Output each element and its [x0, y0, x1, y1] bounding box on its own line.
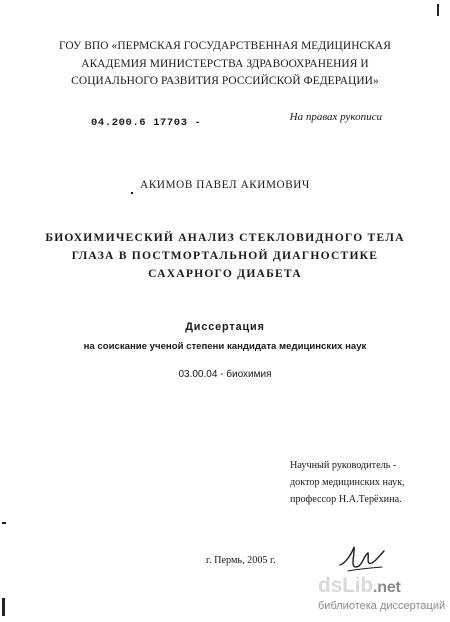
dslib-watermark [318, 575, 445, 612]
registration-number: 04.200.6 17703 - [91, 117, 202, 129]
watermark-logo-main: dsLib [318, 574, 373, 597]
institution-header [0, 38, 450, 91]
scan-dot [131, 192, 133, 194]
scan-mark-left [2, 522, 6, 524]
advisor-line-2: доктор медицинских наук, [290, 477, 405, 488]
watermark-logo-tld: .net [373, 579, 401, 596]
advisor-line-1: Научный руководитель - [290, 460, 397, 471]
title-line-2: ГЛАЗА В ПОСТМОРТАЛЬНОЙ ДИАГНОСТИКЕ [71, 249, 379, 262]
handwritten-signature [338, 541, 388, 577]
dissertation-title [0, 229, 450, 283]
degree-line: на соискание ученой степени кандидата медицинских наук [83, 341, 367, 352]
institution-line-2: АКАДЕМИЯ МИНИСТЕРСТВА ЗДРАВООХРАНЕНИЯ И [81, 57, 369, 70]
place-year: г. Пермь, 2005 г. [206, 555, 276, 566]
manuscript-rights-note: На правах рукописи [289, 111, 382, 123]
advisor-line-3: профессор Н.А.Терёхина. [290, 494, 402, 505]
title-line-1: БИОХИМИЧЕСКИЙ АНАЛИЗ СТЕКЛОВИДНОГО ТЕЛА [45, 231, 405, 244]
institution-line-3: СОЦИАЛЬНОГО РАЗВИТИЯ РОССИЙСКОЙ ФЕДЕРАЦИИ» [71, 75, 379, 87]
title-line-3: САХАРНОГО ДИАБЕТА [148, 267, 302, 280]
author-name: АКИМОВ ПАВЕЛ АКИМОВИЧ [140, 179, 310, 191]
scan-mark-top-right [437, 4, 439, 16]
specialty-code: 03.00.04 - биохимия [178, 369, 272, 380]
watermark-logo [318, 575, 445, 599]
institution-line-1: ГОУ ВПО «ПЕРМСКАЯ ГОСУДАРСТВЕННАЯ МЕДИЦИНСКАЯ [59, 40, 391, 52]
document-type: Диссертация [185, 321, 265, 333]
scan-mark-bottom-left [2, 598, 5, 616]
scientific-advisor [290, 457, 405, 508]
watermark-subtitle: библиотека диссертаций [318, 600, 446, 612]
